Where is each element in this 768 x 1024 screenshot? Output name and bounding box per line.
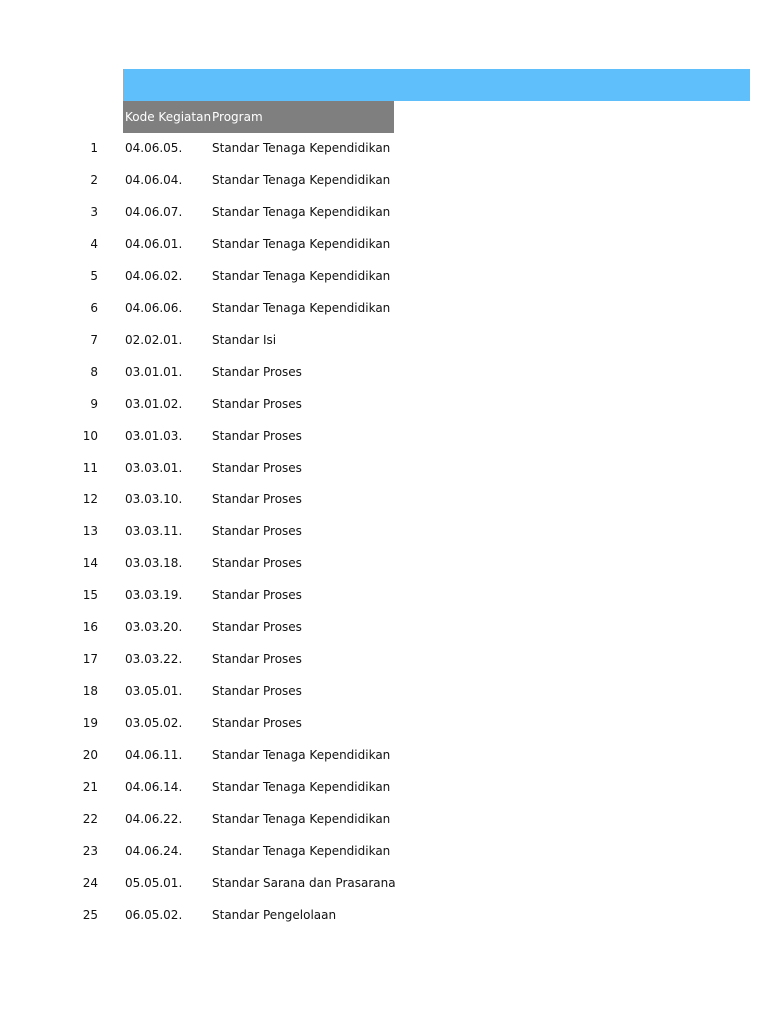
row-number: 14	[82, 556, 98, 571]
row-kode-kegiatan: 04.06.11.	[125, 748, 183, 763]
row-program: Standar Proses	[212, 716, 302, 731]
table-row	[0, 197, 768, 229]
table-row	[0, 453, 768, 485]
row-kode-kegiatan: 05.05.01.	[125, 875, 183, 890]
row-kode-kegiatan: 03.05.01.	[125, 684, 183, 699]
header-kode-kegiatan: Kode Kegiatan	[125, 110, 212, 124]
row-program: Standar Proses	[212, 652, 302, 667]
row-number: 20	[82, 748, 98, 763]
table-row	[0, 229, 768, 261]
table-row	[0, 325, 768, 357]
row-kode-kegiatan: 03.03.11.	[125, 524, 183, 539]
table-row	[0, 868, 768, 900]
row-program: Standar Proses	[212, 460, 302, 475]
row-number: 9	[90, 396, 98, 411]
row-kode-kegiatan: 03.01.02.	[125, 396, 183, 411]
row-kode-kegiatan: 04.06.14.	[125, 780, 183, 795]
row-kode-kegiatan: 04.06.01.	[125, 236, 183, 251]
row-kode-kegiatan: 03.01.03.	[125, 428, 183, 443]
row-program: Standar Isi	[212, 332, 277, 347]
table-row	[0, 772, 768, 804]
table-row	[0, 900, 768, 932]
row-kode-kegiatan: 03.05.02.	[125, 716, 183, 731]
row-number: 24	[82, 875, 98, 890]
row-number: 17	[82, 652, 98, 667]
row-kode-kegiatan: 06.05.02.	[125, 907, 183, 922]
row-number: 25	[82, 907, 98, 922]
row-kode-kegiatan: 04.06.06.	[125, 300, 183, 315]
table-row	[0, 612, 768, 644]
row-kode-kegiatan: 04.06.07.	[125, 204, 183, 219]
row-number: 8	[90, 364, 98, 379]
row-number: 13	[82, 524, 98, 539]
table-row	[0, 261, 768, 293]
row-program: Standar Proses	[212, 524, 302, 539]
table-row	[0, 804, 768, 836]
row-kode-kegiatan: 04.06.22.	[125, 812, 183, 827]
table-header	[123, 101, 394, 133]
row-number: 11	[82, 460, 98, 475]
table-row	[0, 165, 768, 197]
row-program: Standar Proses	[212, 364, 302, 379]
table-row	[0, 708, 768, 740]
row-number: 4	[90, 236, 98, 251]
row-kode-kegiatan: 02.02.01.	[125, 332, 183, 347]
row-number: 10	[82, 428, 98, 443]
row-number: 23	[82, 843, 98, 858]
row-number: 12	[82, 492, 98, 507]
table-row	[0, 484, 768, 516]
row-program: Standar Tenaga Kependidikan	[212, 141, 391, 155]
row-kode-kegiatan: 03.03.22.	[125, 652, 183, 667]
table-row	[0, 740, 768, 772]
row-number: 1	[90, 141, 98, 155]
row-program: Standar Tenaga Kependidikan	[212, 204, 391, 219]
row-kode-kegiatan: 03.03.01.	[125, 460, 183, 475]
row-number: 21	[82, 780, 98, 795]
row-program: Standar Proses	[212, 620, 302, 635]
row-program: Standar Tenaga Kependidikan	[212, 812, 391, 827]
row-program: Standar Tenaga Kependidikan	[212, 236, 391, 251]
row-number: 15	[82, 588, 98, 603]
table-row	[0, 357, 768, 389]
row-program: Standar Proses	[212, 556, 302, 571]
row-number: 7	[90, 332, 98, 347]
table-row	[0, 836, 768, 868]
row-number: 6	[90, 300, 98, 315]
row-program: Standar Proses	[212, 492, 302, 507]
row-kode-kegiatan: 04.06.04.	[125, 172, 183, 187]
row-number: 16	[82, 620, 98, 635]
row-number: 5	[90, 268, 98, 283]
row-program: Standar Pengelolaan	[212, 907, 337, 922]
row-program: Standar Tenaga Kependidikan	[212, 780, 391, 795]
row-program: Standar Proses	[212, 684, 302, 699]
table-row	[0, 644, 768, 676]
table-row	[0, 293, 768, 325]
row-kode-kegiatan: 03.03.18.	[125, 556, 183, 571]
row-program: Standar Proses	[212, 588, 302, 603]
header-program: Program	[212, 110, 263, 124]
row-kode-kegiatan: 04.06.05.	[125, 141, 183, 155]
row-number: 22	[82, 812, 98, 827]
row-program: Standar Tenaga Kependidikan	[212, 843, 391, 858]
row-program: Standar Proses	[212, 428, 302, 443]
row-kode-kegiatan: 03.03.10.	[125, 492, 183, 507]
table-row	[0, 580, 768, 612]
row-kode-kegiatan: 04.06.24.	[125, 843, 183, 858]
table-row	[0, 516, 768, 548]
row-number: 3	[90, 204, 98, 219]
table-row	[0, 421, 768, 453]
row-number: 19	[82, 716, 98, 731]
row-number: 2	[90, 172, 98, 187]
row-program: Standar Tenaga Kependidikan	[212, 268, 391, 283]
row-kode-kegiatan: 03.03.19.	[125, 588, 183, 603]
row-kode-kegiatan: 03.03.20.	[125, 620, 183, 635]
row-kode-kegiatan: 03.01.01.	[125, 364, 183, 379]
table-row	[0, 548, 768, 580]
row-program: Standar Sarana dan Prasarana	[212, 875, 396, 890]
row-program: Standar Tenaga Kependidikan	[212, 172, 391, 187]
row-number: 18	[82, 684, 98, 699]
row-kode-kegiatan: 04.06.02.	[125, 268, 183, 283]
row-program: Standar Proses	[212, 396, 302, 411]
title-bar	[123, 69, 750, 101]
table-row	[0, 676, 768, 708]
row-program: Standar Tenaga Kependidikan	[212, 300, 391, 315]
table-body	[0, 133, 768, 932]
row-program: Standar Tenaga Kependidikan	[212, 748, 391, 763]
table-row	[0, 389, 768, 421]
table-row	[0, 133, 768, 165]
